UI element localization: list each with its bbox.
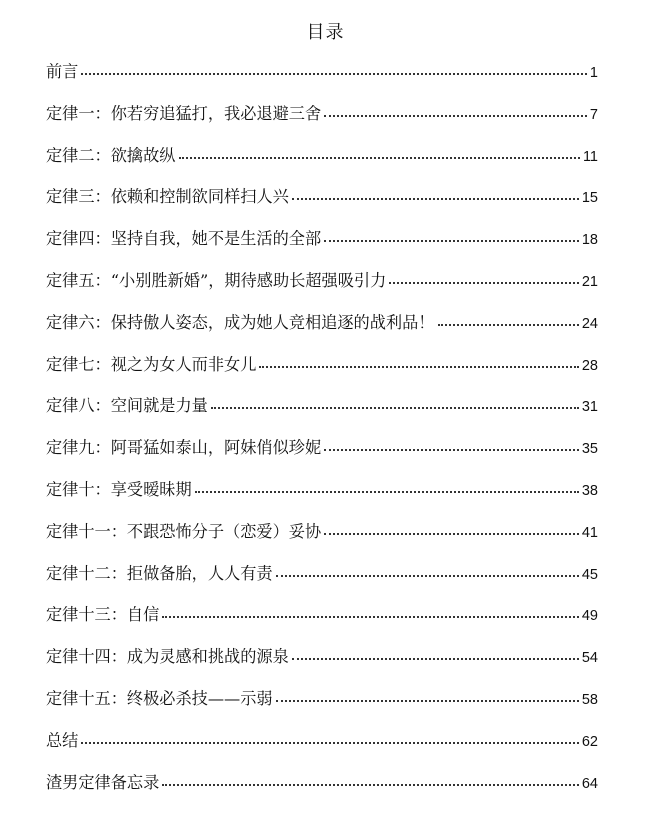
toc-entry[interactable]: [46, 182, 598, 224]
toc-entry-page: 58: [581, 691, 598, 708]
toc-entry-page: 7: [589, 106, 598, 123]
toc-entry-page: 38: [581, 482, 598, 499]
toc-entry-label: 定律十三：自信: [46, 605, 160, 625]
toc-entry-page: 64: [581, 775, 598, 792]
toc-entry[interactable]: [46, 768, 598, 810]
dot-leader: [292, 657, 579, 660]
toc-entry-label: 定律四：坚持自我，她不是生活的全部: [46, 229, 322, 249]
toc-entry-page: 18: [581, 232, 598, 249]
dot-leader: [292, 197, 579, 200]
toc-entry[interactable]: [46, 391, 598, 433]
toc-entry[interactable]: [46, 350, 598, 392]
toc-entry[interactable]: [46, 642, 598, 684]
dot-leader: [276, 574, 579, 577]
toc-entry-label: 前言: [46, 62, 79, 81]
dot-leader: [276, 699, 579, 702]
toc-entry[interactable]: [46, 600, 598, 642]
toc-entry-page: 15: [581, 190, 598, 207]
dot-leader: [324, 532, 579, 535]
dot-leader: [389, 281, 579, 284]
toc-entry-label: 定律八：空间就是力量: [46, 396, 208, 416]
toc-entry[interactable]: [46, 224, 598, 266]
toc-entry[interactable]: [46, 433, 598, 475]
toc-entry-page: 1: [589, 65, 598, 81]
toc-entry-page: 54: [581, 650, 598, 667]
toc-entry[interactable]: [46, 57, 598, 99]
toc-entry-label: 定律二：欲擒故纵: [46, 145, 176, 165]
dot-leader: [211, 406, 579, 409]
toc-entry-label: 定律一：你若穷追猛打，我必退避三舍: [46, 103, 322, 123]
toc-entry-label: 定律十一：不跟恐怖分子（恋爱）妥协: [46, 521, 322, 541]
toc-entry[interactable]: [46, 726, 598, 768]
toc-entry[interactable]: [46, 559, 598, 601]
toc-entry[interactable]: [46, 517, 598, 559]
dot-leader: [324, 448, 579, 451]
toc-entry-page: 49: [581, 608, 598, 625]
dot-leader: [324, 114, 587, 117]
toc-entry[interactable]: [46, 141, 598, 183]
dot-leader: [179, 156, 580, 159]
toc-entry-label: 定律十四：成为灵感和挑战的源泉: [46, 647, 289, 667]
toc-entry-label: 渣男定律备忘录: [46, 772, 160, 792]
dot-leader: [195, 490, 579, 493]
toc-entry-page: 11: [582, 148, 598, 165]
toc-entry-label: 定律五：“小别胜新婚”，期待感助长超强吸引力: [46, 270, 387, 290]
toc-entry-label: 定律十五：终极必杀技——示弱: [46, 688, 273, 708]
toc-entry[interactable]: [46, 99, 598, 141]
dot-leader: [324, 239, 579, 242]
toc-entry-label: 定律十：享受暧昧期: [46, 479, 192, 499]
toc-entry-page: 24: [581, 315, 598, 332]
dot-leader: [438, 323, 579, 326]
toc-entry-page: 31: [581, 399, 598, 416]
toc-title: 目录: [306, 22, 345, 43]
dot-leader: [259, 365, 578, 368]
toc-entry[interactable]: [46, 684, 598, 726]
toc-list: [46, 57, 598, 809]
dot-leader: [162, 783, 579, 786]
toc-entry-label: 总结: [46, 730, 79, 750]
toc-entry[interactable]: [46, 266, 598, 308]
dot-leader: [81, 741, 578, 744]
toc-entry-label: 定律三：依赖和控制欲同样扫人兴: [46, 187, 289, 207]
toc-entry-label: 定律七：视之为女人而非女儿: [46, 354, 257, 374]
toc-entry-label: 定律六：保持傲人姿态，成为她人竞相追逐的战利品！: [46, 312, 435, 332]
toc-entry-page: 41: [581, 524, 598, 541]
toc-entry-page: 45: [581, 566, 598, 583]
toc-entry-page: 28: [581, 357, 598, 374]
toc-entry-label: 定律十二：拒做备胎，人人有责: [46, 563, 273, 583]
toc-entry-page: 21: [581, 273, 598, 290]
dot-leader: [162, 615, 579, 618]
toc-entry-page: 35: [581, 441, 598, 458]
toc-entry[interactable]: [46, 475, 598, 517]
toc-entry-label: 定律九：阿哥猛如泰山，阿妹俏似珍妮: [46, 438, 322, 458]
dot-leader: [81, 72, 587, 75]
toc-entry[interactable]: [46, 308, 598, 350]
toc-entry-page: 62: [581, 733, 598, 750]
